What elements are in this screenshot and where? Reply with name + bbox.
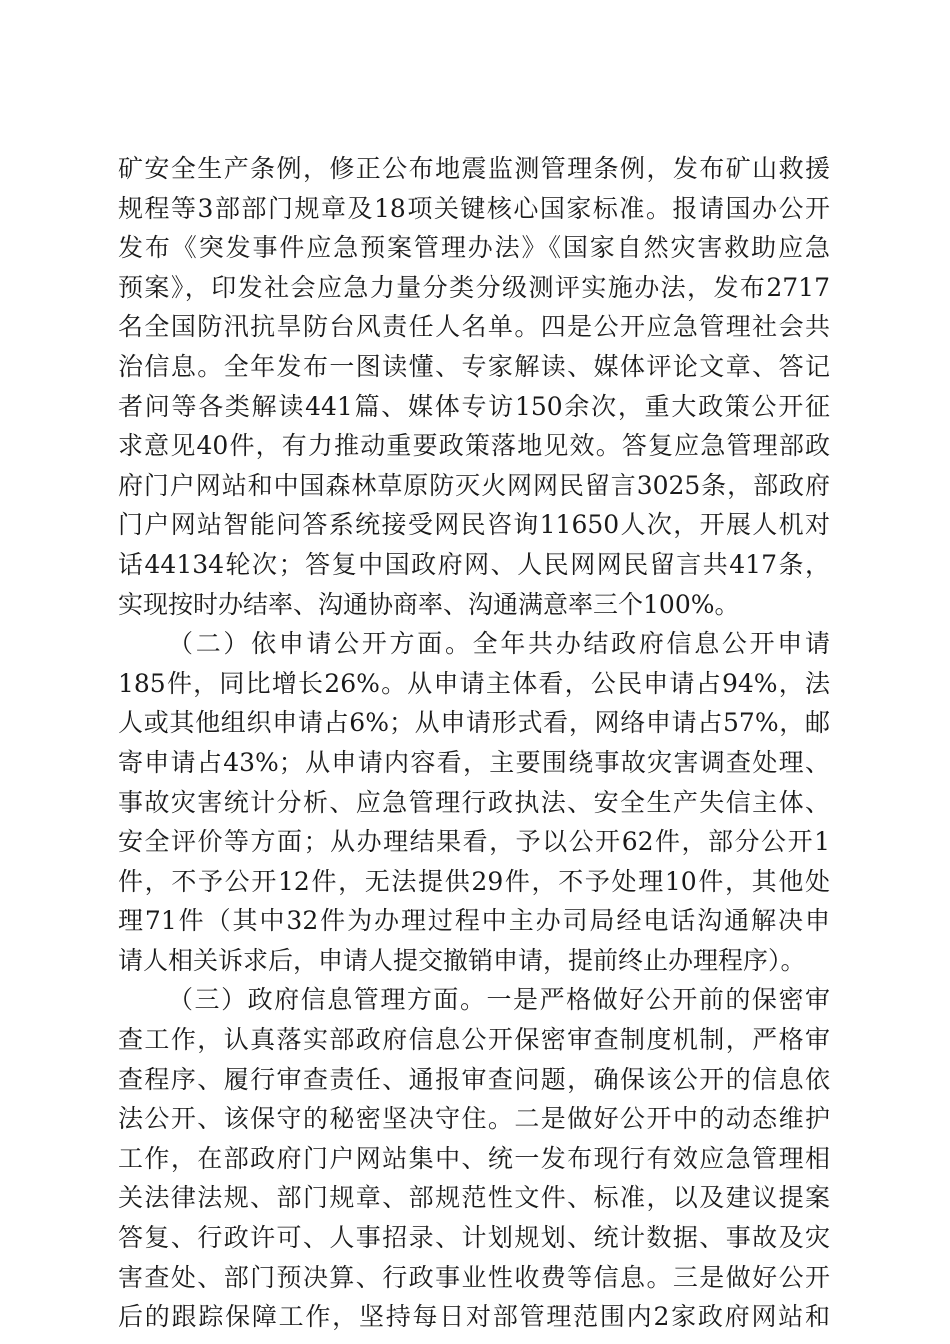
text-line: 求意见40件，有力推动重要政策落地见效。答复应急管理部政 — [118, 431, 830, 461]
text-line: 发布《突发事件应急预案管理办法》《国家自然灾害救助应急 — [118, 233, 830, 263]
text-line: 工作，在部政府门户网站集中、统一发布现行有效应急管理相 — [118, 1143, 830, 1173]
text-line: 件，不予公开12件，无法提供29件，不予处理10件，其他处 — [118, 866, 830, 896]
text-line: 法公开、该保守的秘密坚决守住。二是做好公开中的动态维护 — [118, 1104, 830, 1134]
body-text — [118, 149, 830, 1337]
text-line: 关法律法规、部门规章、部规范性文件、标准，以及建议提案 — [118, 1183, 830, 1213]
text-line: 预案》，印发社会应急力量分类分级测评实施办法，发布2717 — [118, 272, 830, 302]
text-line: 理71件（其中32件为办理过程中主办司局经电话沟通解决申 — [118, 906, 830, 936]
text-line: 矿安全生产条例，修正公布地震监测管理条例，发布矿山救援 — [118, 154, 830, 183]
text-line: 名全国防汛抗旱防台风责任人名单。四是公开应急管理社会共 — [118, 312, 830, 342]
text-line: 治信息。全年发布一图读懂、专家解读、媒体评论文章、答记 — [118, 351, 830, 381]
text-line: 185件，同比增长26%。从申请主体看，公民申请占94%，法 — [118, 668, 830, 698]
text-line: 府门户网站和中国森林草原防灭火网网民留言3025条，部政府 — [118, 470, 830, 500]
text-line: 门户网站智能问答系统接受网民咨询11650人次，开展人机对 — [118, 510, 830, 540]
text-line: 查程序、履行审查责任、通报审查问题，确保该公开的信息依 — [118, 1064, 830, 1094]
section-heading-line: （三）政府信息管理方面。一是严格做好公开前的保密审 — [168, 985, 830, 1015]
text-line: 规程等3部部门规章及18项关键核心国家标准。报请国办公开 — [118, 193, 830, 223]
text-line: 请人相关诉求后，申请人提交撤销申请，提前终止办理程序）。 — [118, 945, 806, 975]
text-line: 事故灾害统计分析、应急管理行政执法、安全生产失信主体、 — [118, 787, 830, 817]
text-line: 害查处、部门预决算、行政事业性收费等信息。三是做好公开 — [118, 1262, 830, 1292]
text-line: 答复、行政许可、人事招录、计划规划、统计数据、事故及灾 — [118, 1223, 830, 1253]
text-line: 者问等各类解读441篇、媒体专访150余次，重大政策公开征 — [118, 391, 830, 421]
text-line: 查工作，认真落实部政府信息公开保密审查制度机制，严格审 — [118, 1025, 830, 1055]
text-line: 后的跟踪保障工作，坚持每日对部管理范围内2家政府网站和 — [118, 1302, 830, 1332]
text-line: 实现按时办结率、沟通协商率、沟通满意率三个100%。 — [118, 589, 740, 619]
text-line: 寄申请占43%；从申请内容看，主要围绕事故灾害调查处理、 — [118, 747, 830, 777]
text-line: 人或其他组织申请占6%；从申请形式看，网络申请占57%，邮 — [118, 708, 830, 738]
text-line: 安全评价等方面；从办理结果看，予以公开62件，部分公开1 — [118, 827, 830, 857]
section-heading-line: （二）依申请公开方面。全年共办结政府信息公开申请 — [168, 629, 830, 659]
text-line: 话44134轮次；答复中国政府网、人民网网民留言共417条， — [118, 549, 830, 579]
